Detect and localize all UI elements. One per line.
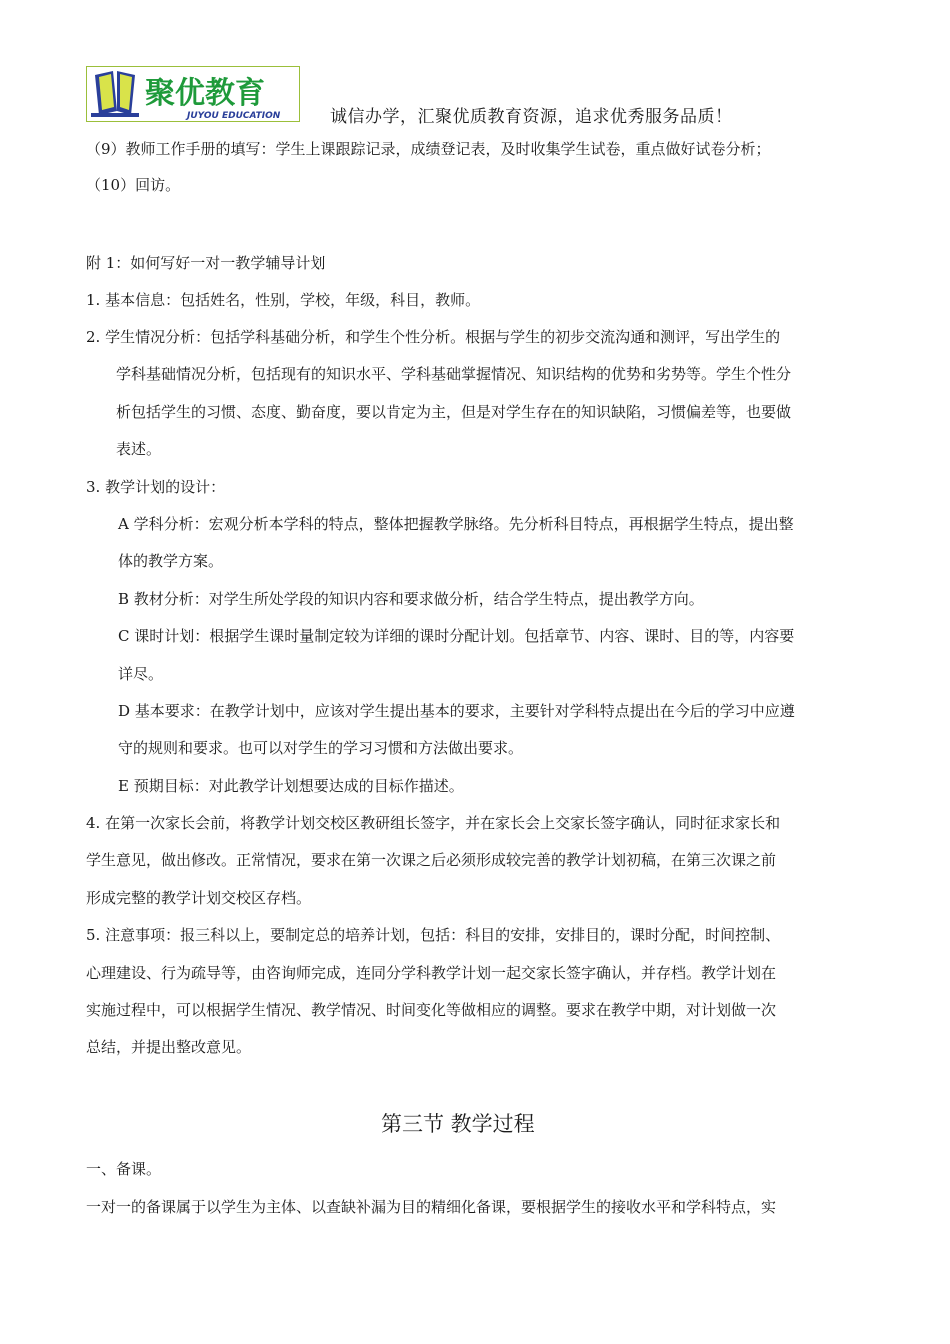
logo-text: 聚优教育	[145, 76, 265, 111]
book-logo-icon	[87, 67, 299, 121]
text-line: 实施过程中，可以根据学生情况、教学情况、时间变化等做相应的调整。要求在教学中期，对计划做一次	[86, 1001, 777, 1019]
text-line: 体的教学方案。	[118, 552, 224, 570]
text-line: 1. 基本信息：包括姓名，性别，学校，年级，科目，教师。	[86, 291, 481, 309]
text-line: C 课时计划：根据学生课时量制定较为详细的课时分配计划。包括章节、内容、课时、目的等，内容要	[118, 627, 795, 645]
text-line: 4. 在第一次家长会前，将教学计划交校区教研组长签字，并在家长会上交家长签字确认，同时征求家长和	[86, 814, 781, 832]
text-line: 5. 注意事项：报三科以上，要制定总的培养计划，包括：科目的安排，安排目的，课时分配，时间控制、	[86, 926, 781, 944]
text-line: 心理建设、行为疏导等，由咨询师完成，连同分学科教学计划一起交家长签字确认，并存档。教学计划在	[86, 964, 777, 982]
text-line: 一对一的备课属于以学生为主体、以查缺补漏为目的精细化备课，要根据学生的接收水平和学科特点，实	[86, 1198, 777, 1216]
text-line: 守的规则和要求。也可以对学生的学习习惯和方法做出要求。	[118, 739, 524, 757]
text-line: A 学科分析：宏观分析本学科的特点，整体把握教学脉络。先分析科目特点，再根据学生特点，提出整	[118, 515, 794, 533]
text-line: 2. 学生情况分析：包括学科基础分析，和学生个性分析。根据与学生的初步交流沟通和测评，写出学生的	[86, 328, 781, 346]
logo-subtext: JUYOU EDUCATION	[187, 111, 281, 121]
text-line: （10）回访。	[86, 176, 181, 194]
text-line: 总结，并提出整改意见。	[86, 1038, 252, 1056]
text-line: 一、备课。	[86, 1160, 162, 1178]
text-line: D 基本要求：在教学计划中，应该对学生提出基本的要求，主要针对学科特点提出在今后的学习中应遵	[118, 702, 795, 720]
logo	[86, 66, 300, 122]
text-line: E 预期目标：对此教学计划想要达成的目标作描述。	[118, 777, 464, 795]
slogan: 诚信办学，汇聚优质教育资源，追求优秀服务品质！	[330, 107, 733, 127]
text-line: 学生意见，做出修改。正常情况，要求在第一次课之后必须形成较完善的教学计划初稿，在第三次课之前	[86, 851, 777, 869]
text-line: 析包括学生的习惯、态度、勤奋度，要以肯定为主，但是对学生存在的知识缺陷，习惯偏差等，也要做	[116, 403, 792, 421]
text-line: B 教材分析：对学生所处学段的知识内容和要求做分析，结合学生特点，提出教学方向。	[118, 590, 704, 608]
text-line: 形成完整的教学计划交校区存档。	[86, 889, 312, 907]
text-line: 学科基础情况分析，包括现有的知识水平、学科基础掌握情况、知识结构的优势和劣势等。学生个性分	[116, 365, 792, 383]
text-line: 表述。	[116, 440, 162, 458]
text-line: （9）教师工作手册的填写：学生上课跟踪记录，成绩登记表，及时收集学生试卷，重点做好试卷分析；	[86, 140, 771, 158]
text-line: 3. 教学计划的设计：	[86, 478, 226, 496]
text-line: 详尽。	[118, 665, 164, 683]
section-heading: 第三节 教学过程	[381, 1112, 535, 1136]
text-line: 附 1：如何写好一对一教学辅导计划	[86, 254, 326, 272]
